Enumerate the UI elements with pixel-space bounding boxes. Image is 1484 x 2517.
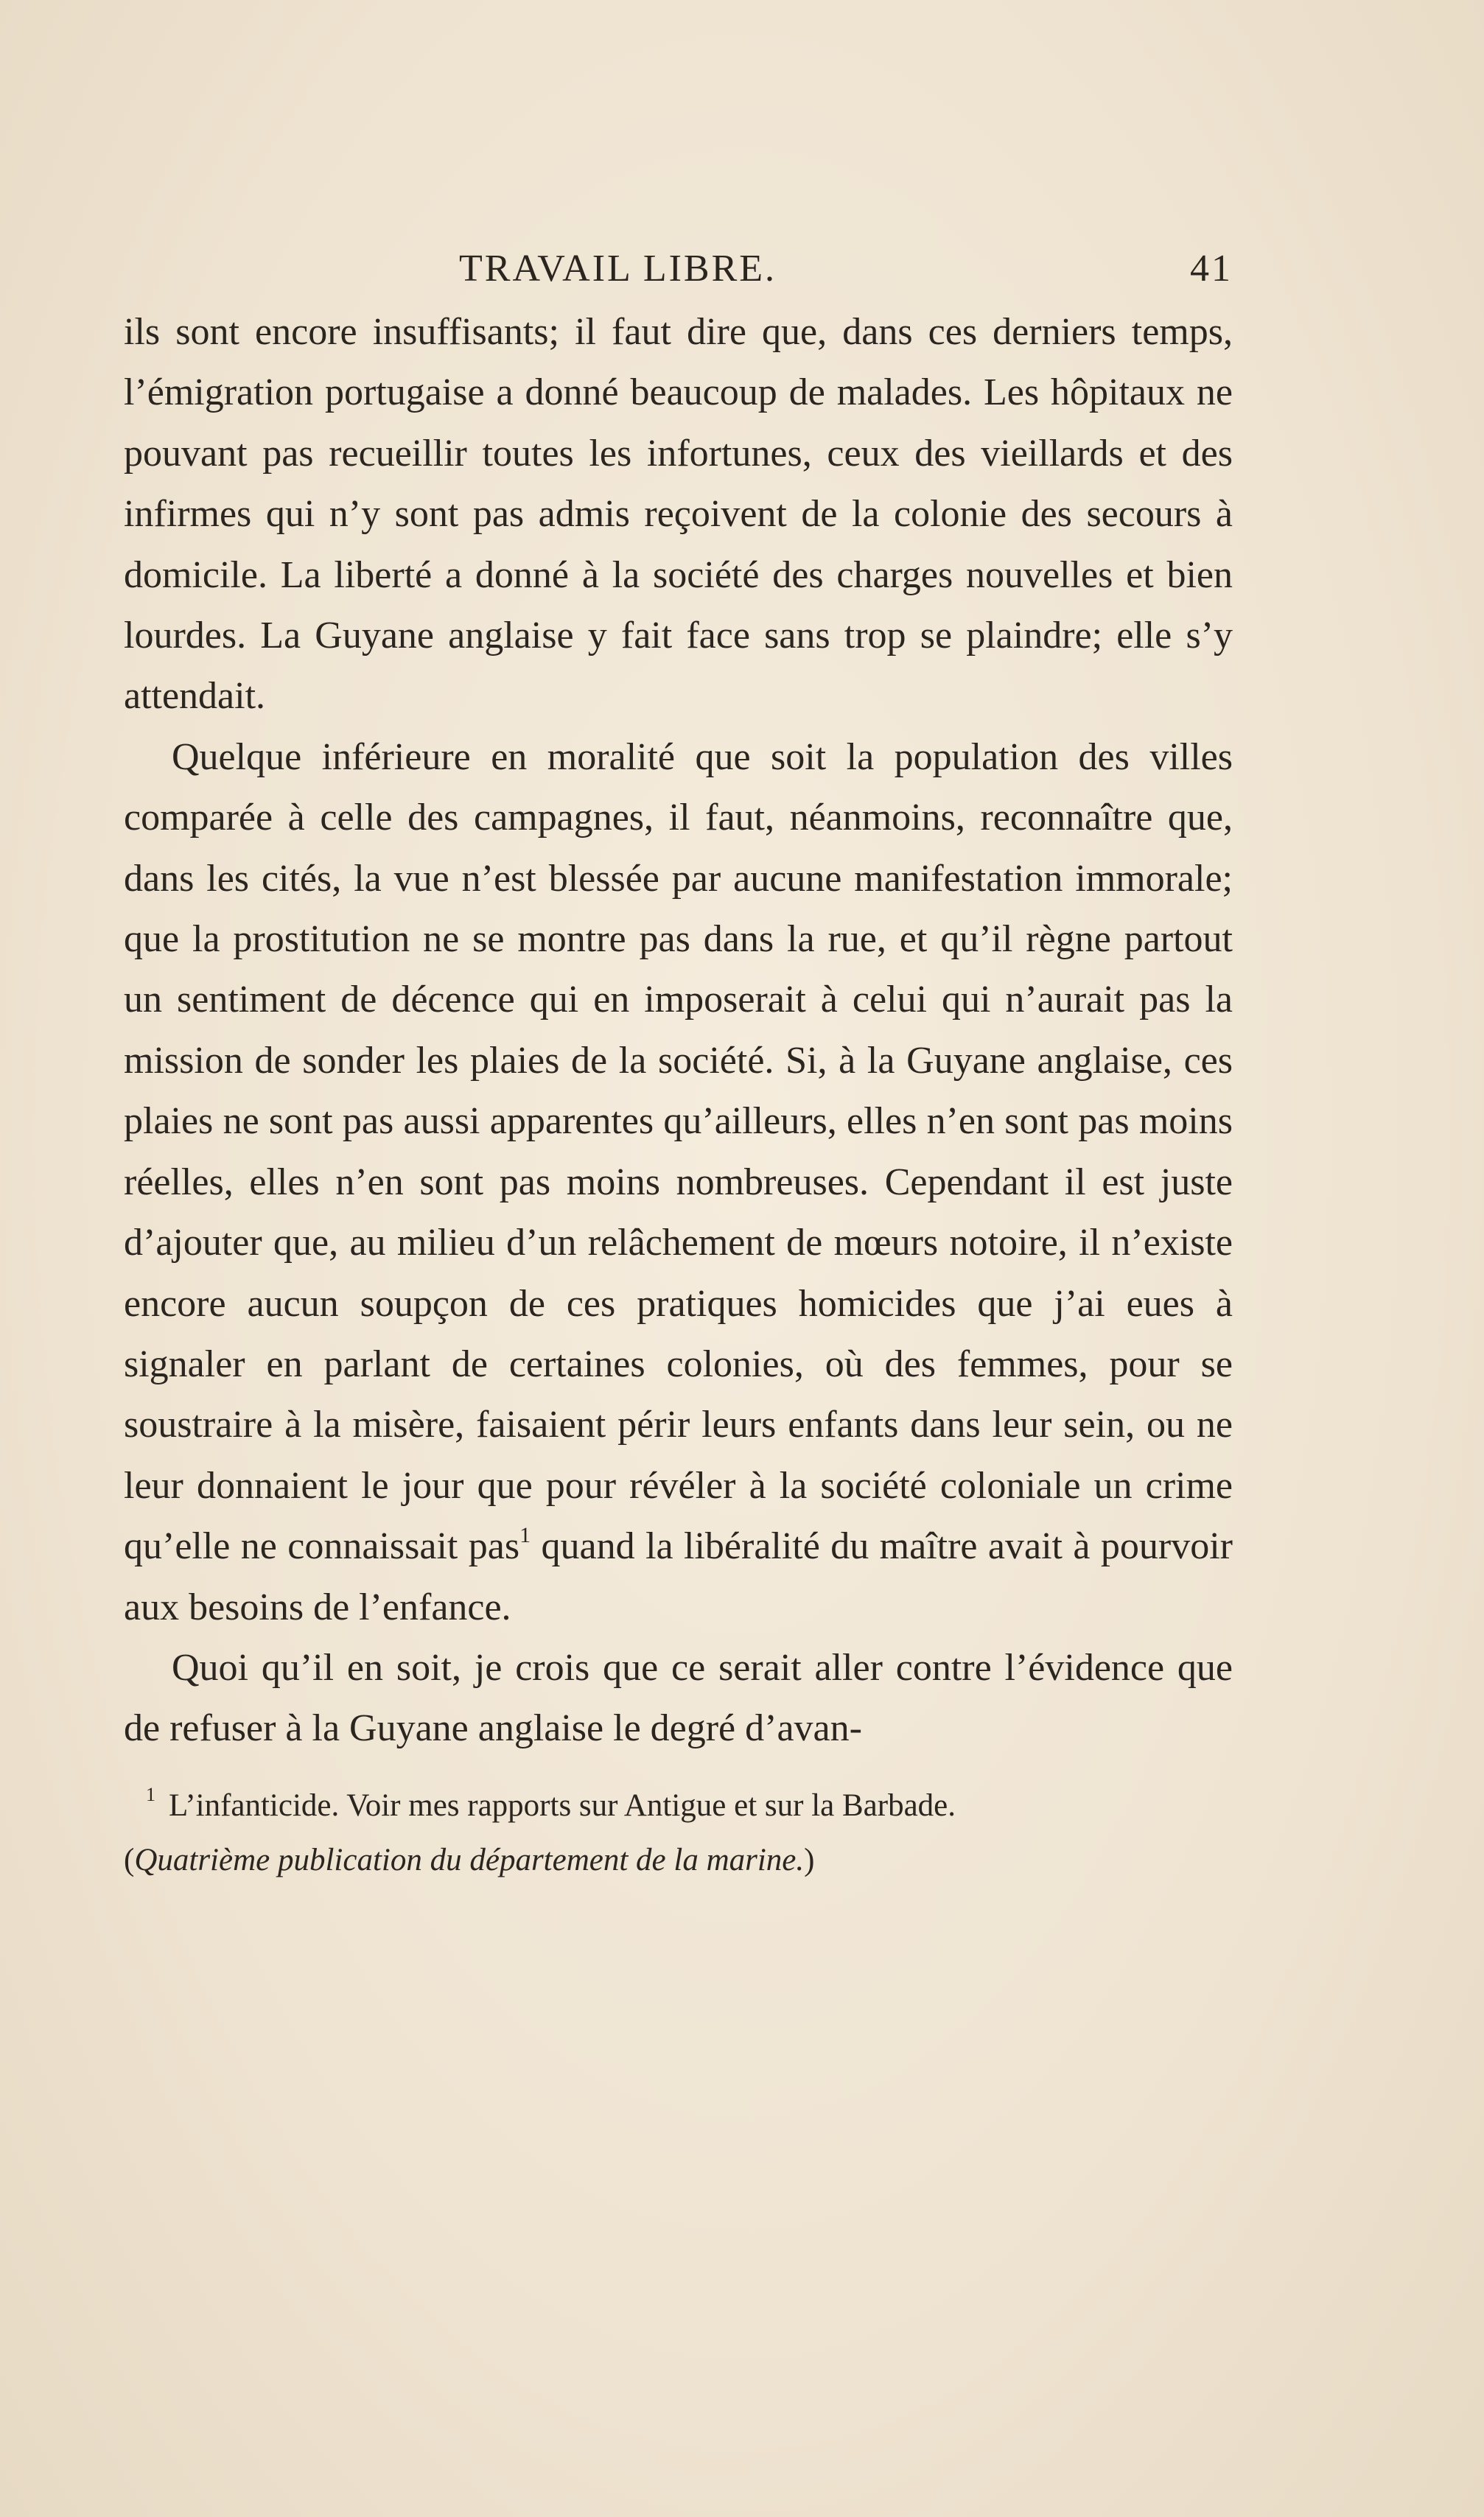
footnote-italic-citation: Quatrième publication du département de la marine. (134, 1842, 805, 1877)
footnote-marker: 1 (146, 1783, 155, 1805)
paragraph-3: Quoi qu’il en soit, je crois que ce serait aller contre l’évidence que de refuser à la Guyane anglaise le degré d’avan- (124, 1646, 1233, 1750)
page-number: 41 (1190, 248, 1233, 290)
footnote-citation (124, 1833, 1233, 1888)
running-title: TRAVAIL LIBRE. (459, 248, 777, 290)
text-block (124, 236, 1233, 1888)
footnote-reference: 1 (519, 1523, 531, 1548)
footnote-text: L’infanticide. Voir mes rapports sur Antigue et sur la Barbade. (169, 1788, 956, 1823)
paragraph-2-continuation: quand la libéralité du maître avait à pourvoir aux besoins de l’enfance. (124, 1525, 1233, 1628)
footnote (124, 1779, 1233, 1888)
paragraph-2-text: Quelque inférieure en moralité que soit la population des villes comparée à celle des campagnes, il faut, néanmoins, reconnaître que, dans les cités, la vue n’est blessée par aucune manifestation immorale; que la prostitution ne se montre pas dans la rue, et qu’il règne partout un sentiment de décence qui en imposerait à celui qui n’aurait pas la mission de sonder les plaies de la société. Si, à la Guyane anglaise, ces plaies ne sont pas aussi apparentes qu’ailleurs, elles n’en sont pas moins réelles, elles n’en sont pas moins nombreuses. Cependant il est juste d’ajouter que, au milieu d’un relâchement de mœurs notoire, il n’existe encore aucun soupçon de ces pratiques homicides que j’ai eues à signaler en parlant de certaines colonies, où des femmes, pour se soustraire à la misère, faisaient périr leurs enfants dans leur sein, ou ne leur donnaient le jour que pour révéler à la société coloniale un crime qu’elle ne connaissait pas (124, 735, 1233, 1568)
footnote-line (124, 1779, 1233, 1833)
paragraph-2 (124, 727, 1233, 1638)
footnote-close-paren: ) (804, 1842, 815, 1877)
running-head (124, 236, 1233, 302)
paragraph-1: ils sont encore insuffisants; il faut dire que, dans ces derniers temps, l’émigration portugaise a donné beaucoup de malades. Les hôpitaux ne pouvant pas recueillir toutes les infortunes, ceux des vieillards et des infirmes qui n’y sont pas admis reçoivent de la colonie des secours à domicile. La liberté a donné à la société des charges nouvelles et bien lourdes. La Guyane anglaise y fait face sans trop se plaindre; elle s’y attendait. (124, 311, 1233, 718)
body-text (124, 302, 1233, 1760)
footnote-open-paren: ( (124, 1842, 135, 1877)
